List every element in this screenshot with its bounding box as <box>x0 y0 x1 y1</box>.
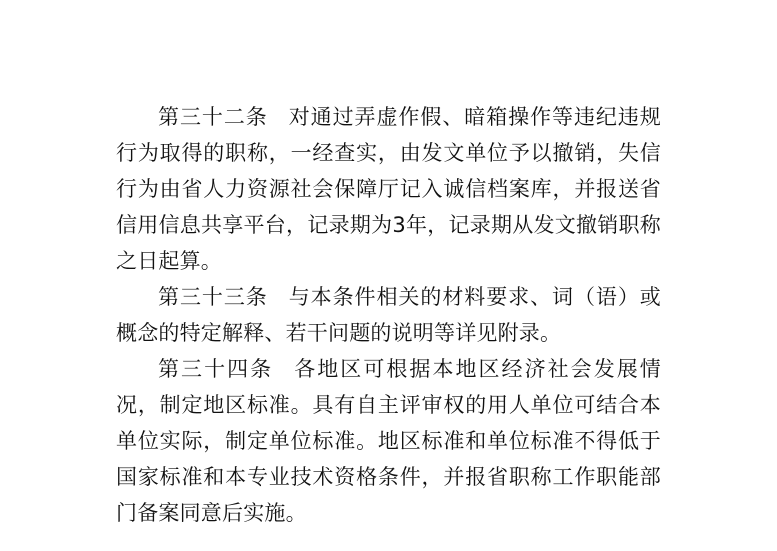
article-33 <box>116 279 661 351</box>
article-33-number: 第三十三条 <box>158 285 268 309</box>
article-32 <box>116 99 661 279</box>
article-34 <box>116 351 661 531</box>
article-32-text: 对通过弄虚作假、暗箱操作等违纪违规行为取得的职称，一经查实，由发文单位予以撤销，失信行为由省人力资源社会保障厅记入诚信档案库，并报送省信用信息共享平台，记录期为3年，记录期从发文撤销职称之日起算。 <box>116 105 661 273</box>
article-34-number: 第三十四条 <box>158 357 274 381</box>
document-body <box>116 99 661 531</box>
article-34-text: 各地区可根据本地区经济社会发展情况，制定地区标准。具有自主评审权的用人单位可结合本单位实际，制定单位标准。地区标准和单位标准不得低于国家标准和本专业技术资格条件，并报省职称工作职能部门备案同意后实施。 <box>116 357 661 525</box>
article-33-text: 与本条件相关的材料要求、词（语）或概念的特定解释、若干问题的说明等详见附录。 <box>116 285 661 345</box>
article-32-number: 第三十二条 <box>158 105 268 129</box>
